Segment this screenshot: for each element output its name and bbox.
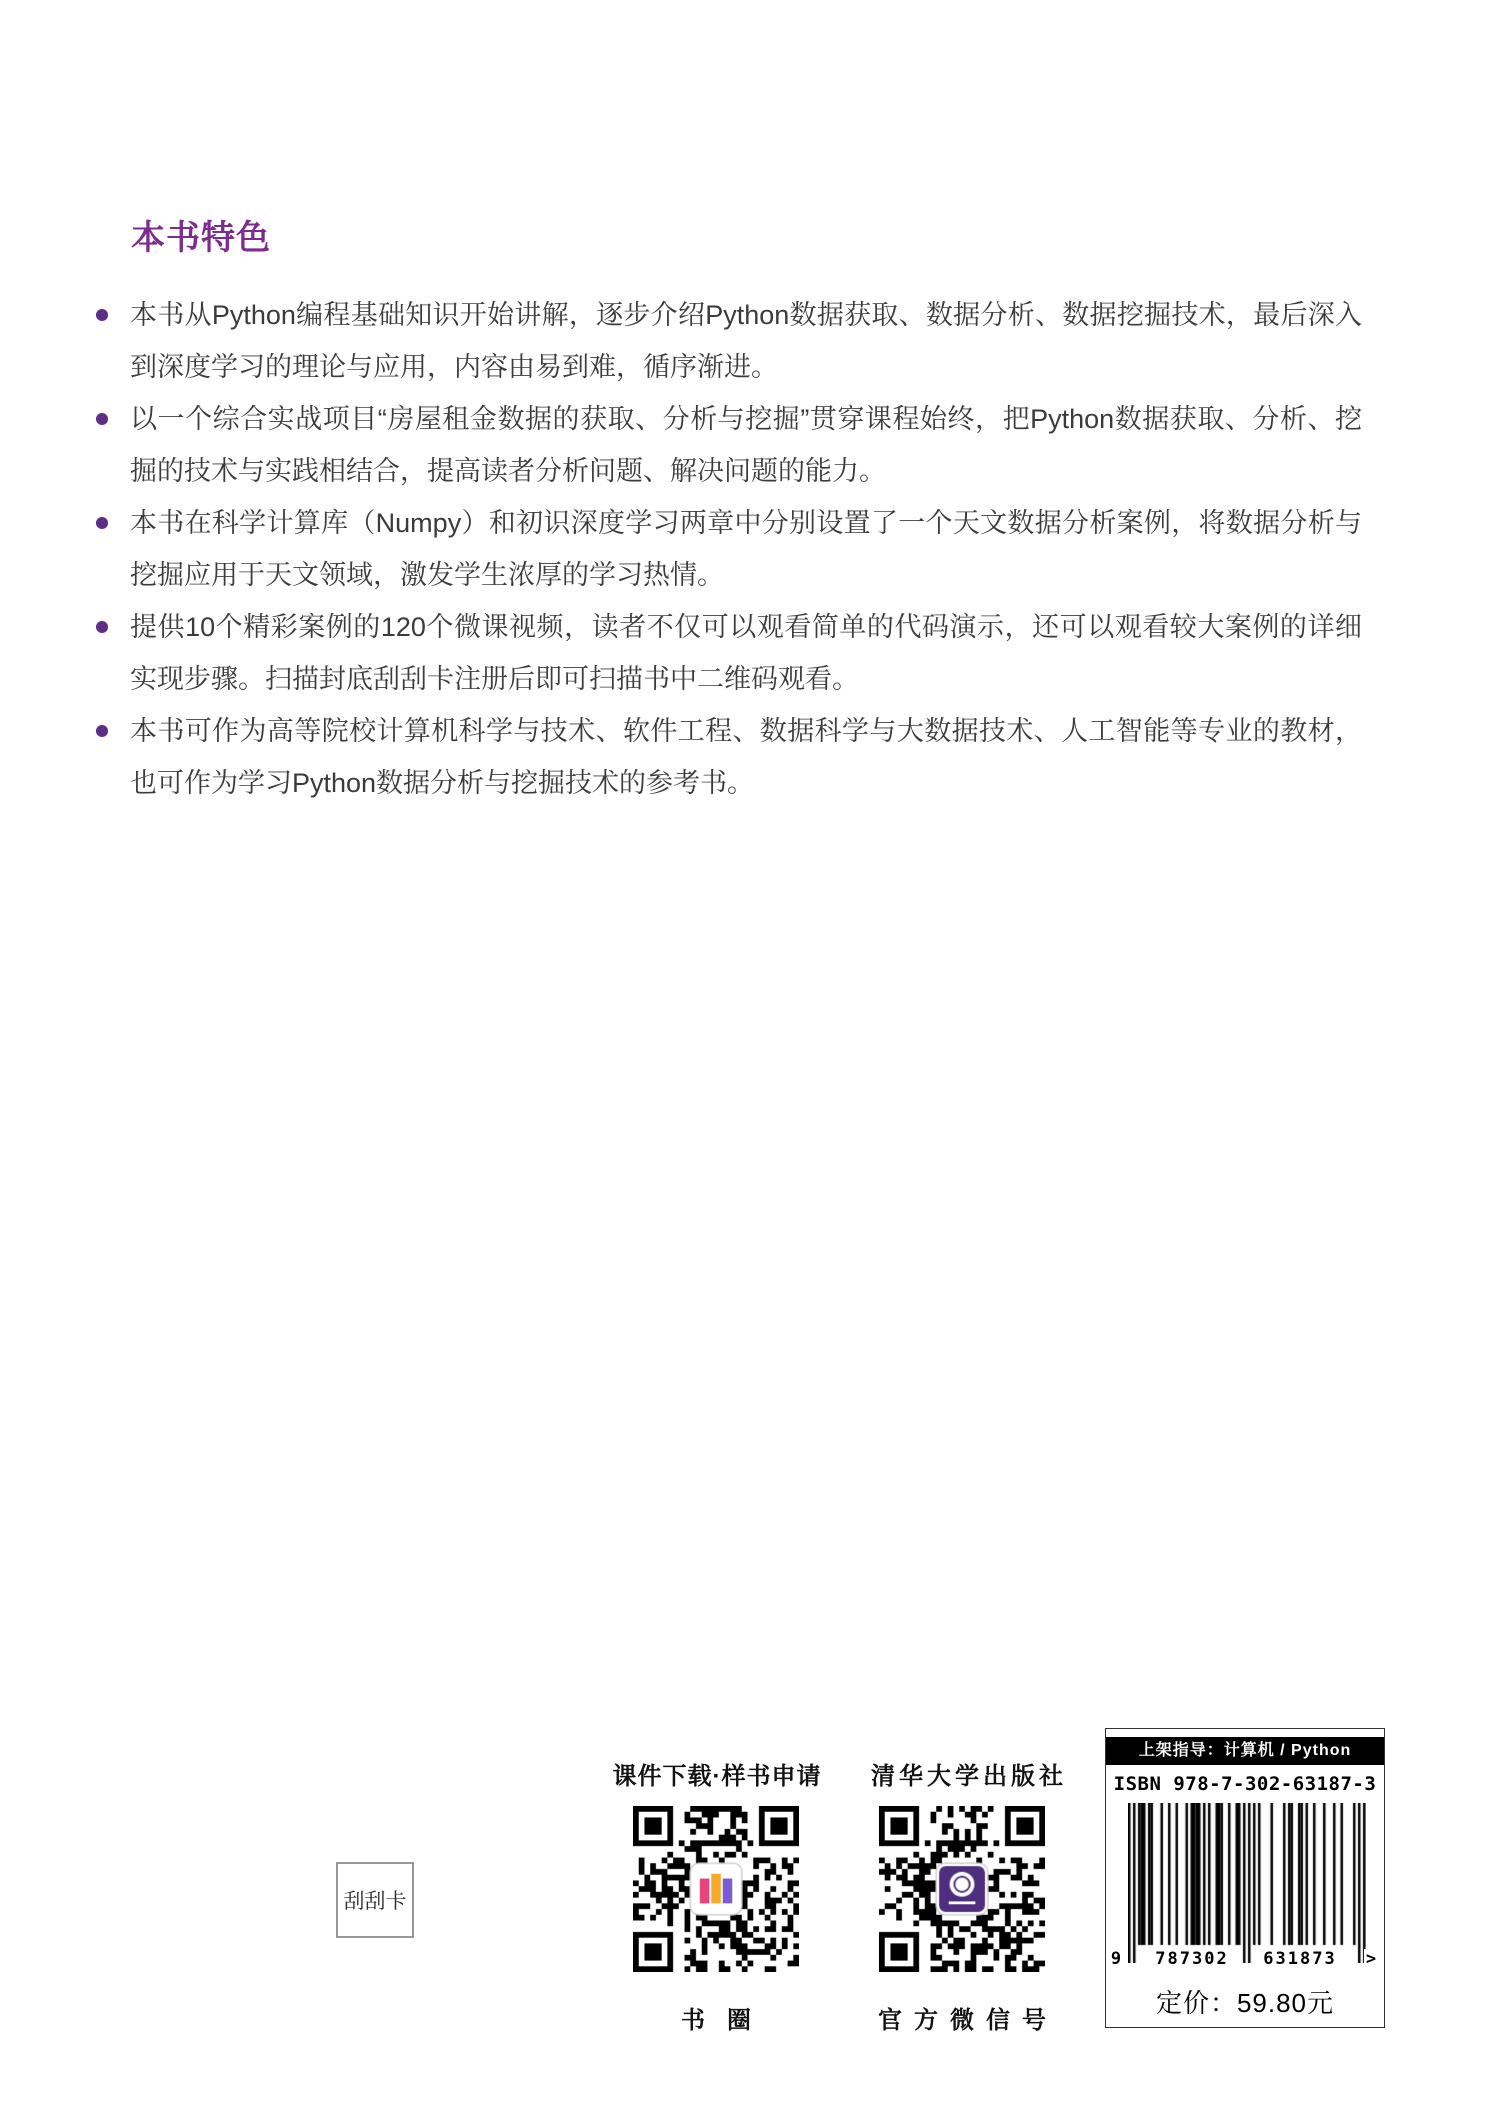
feature-item	[130, 705, 1362, 809]
ean-digit-first: 9	[1108, 1949, 1126, 1969]
scratch-card-box	[336, 1862, 414, 1938]
feature-item	[130, 289, 1362, 393]
feature-text: 本书从Python编程基础知识开始讲解，逐步介绍Python数据获取、数据分析、数据挖掘技术，最后深入到深度学习的理论与应用，内容由易到难，循序渐进。	[130, 300, 1362, 382]
qr1-caption: 课件下载·样书申请	[612, 1763, 822, 1790]
barcode-panel	[1105, 1728, 1385, 2028]
qr2-label: 官方微信号	[878, 2007, 1058, 2034]
feature-text: 本书在科学计算库（Numpy）和初识深度学习两章中分别设置了一个天文数据分析案例，将数据分析与挖掘应用于天文领域，激发学生浓厚的学习热情。	[130, 508, 1362, 590]
feature-text: 以一个综合实战项目“房屋租金数据的获取、分析与挖掘”贯穿课程始终，把Python数据获取、分析、挖掘的技术与实践相结合，提高读者分析问题、解决问题的能力。	[130, 404, 1362, 486]
ean-digit-group2: 631873	[1252, 1949, 1348, 1969]
feature-item	[130, 393, 1362, 497]
feature-item	[130, 497, 1362, 601]
ean-digit-group1: 787302	[1144, 1949, 1240, 1969]
scratch-card-label: 刮刮卡	[343, 1890, 407, 1913]
feature-text: 提供10个精彩案例的120个微课视频，读者不仅可以观看简单的代码演示，还可以观看较大案例的详细实现步骤。扫描封底刮刮卡注册后即可扫描书中二维码观看。	[130, 612, 1362, 694]
qr-code-tsinghua-icon	[879, 1806, 1045, 1972]
qr1-label: 书圈	[681, 2007, 773, 2034]
shelf-guide-bar: 上架指导：计算机 / Python	[1106, 1737, 1384, 1765]
section-title: 本书特色	[131, 219, 271, 257]
isbn-text: ISBN 978-7-302-63187-3	[1113, 1773, 1377, 1795]
ean13-barcode-icon	[1128, 1803, 1366, 1963]
price-text: 定价：59.80元	[1155, 1988, 1335, 2018]
ean-digit-end: >	[1365, 1949, 1379, 1969]
feature-text: 本书可作为高等院校计算机科学与技术、软件工程、数据科学与大数据技术、人工智能等专业的教材，也可作为学习Python数据分析与挖掘技术的参考书。	[130, 716, 1362, 798]
qr2-caption: 清华大学出版社	[871, 1763, 1067, 1790]
ean-digits-row	[1106, 1949, 1384, 1969]
qr-code-shuquan-icon	[633, 1806, 799, 1972]
features-list	[130, 289, 1362, 809]
feature-item	[130, 601, 1362, 705]
